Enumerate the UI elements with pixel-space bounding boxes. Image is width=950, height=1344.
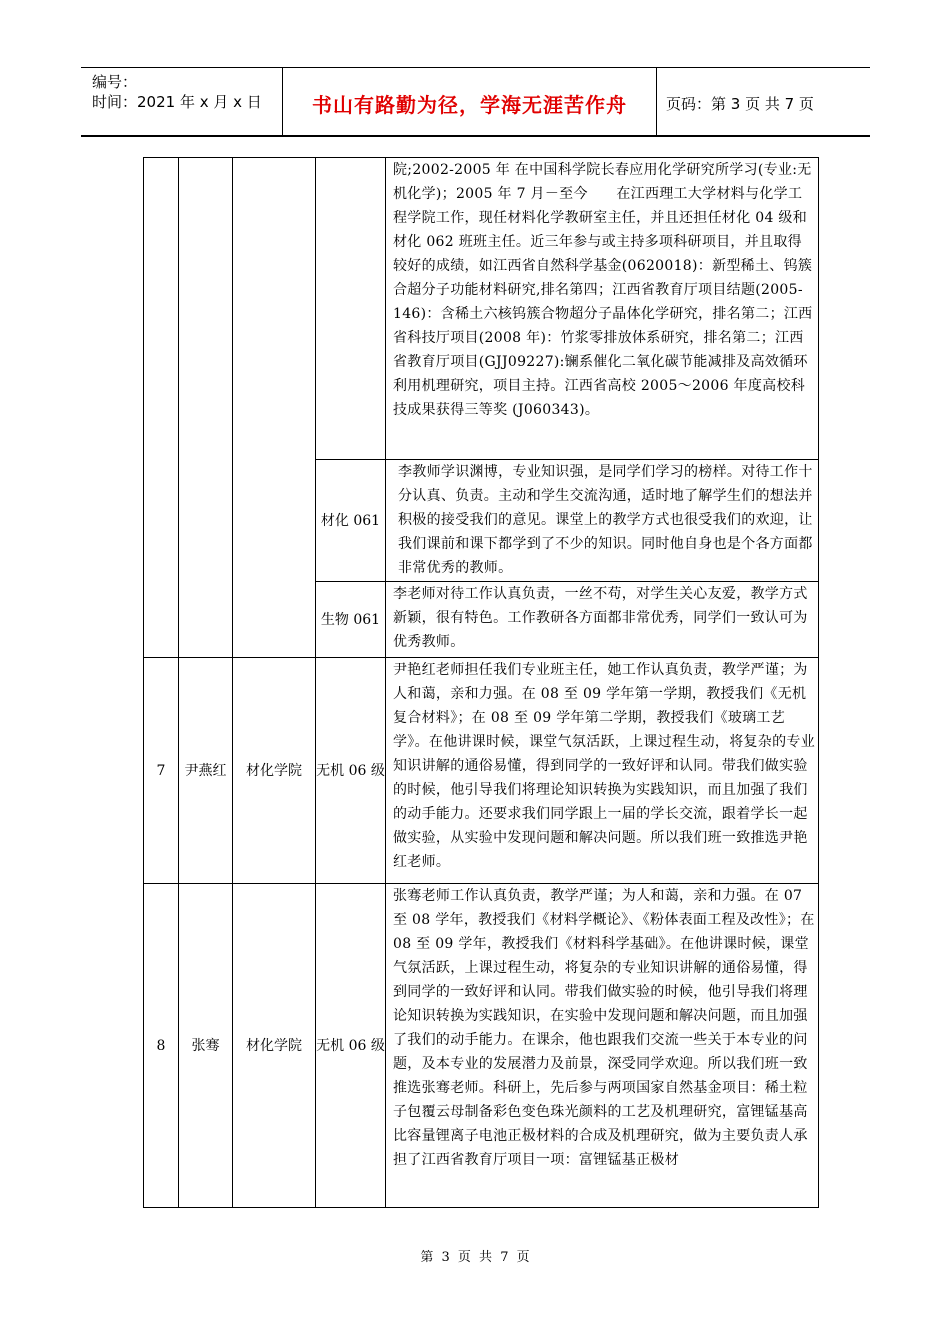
class-cell <box>316 158 386 460</box>
header-bottom-rule <box>81 135 870 137</box>
number-cell: 7 <box>144 658 179 884</box>
number-cell: 8 <box>144 884 179 1208</box>
college-cell <box>233 158 316 658</box>
header-meta <box>92 72 262 112</box>
page-footer: 第 3 页 共 7 页 <box>420 1250 530 1265</box>
name-cell <box>179 158 233 658</box>
evaluation-cell: 院;2002-2005 年 在中国科学院长春应用化学研究所学习(专业:无机化学)；2005 年 7 月－至今 在江西理工大学材料与化学工程学院工作，现任材料化学教研室主任，并且还担任材化 04 级和材化 062 班班主任。近三年参与或主持多项科研项目，并且取得较好的成绩，如江西省自然科学基金(0620018)：新型稀土、钨簇合超分子功能材料研究,排名第四；江西省教育厅项目结题(2005-146)：含稀土六核钨簇合物超分子晶体化学研究，排名第二；江西省科技厅项目(2008 年)：竹浆零排放体系研究，排名第二；江西省教育厅项目(GJJ09227):镧系催化二氧化碳节能减排及高效循环利用机理研究，项目主持。江西省高校 2005～2006 年度高校科技成果获得三等奖 (J060343)。 <box>386 158 819 460</box>
class-cell: 生物 061 <box>316 582 386 658</box>
college-cell: 材化学院 <box>233 658 316 884</box>
table-row <box>144 658 819 884</box>
class-cell: 无机 06 级 <box>316 884 386 1208</box>
header-divider <box>656 67 657 137</box>
evaluation-cell: 李老师对待工作认真负责，一丝不苟，对学生关心友爱，教学方式新颖，很有特色。工作教研各方面都非常优秀，同学们一致认可为优秀教师。 <box>386 582 819 658</box>
college-cell: 材化学院 <box>233 884 316 1208</box>
table-row <box>144 158 819 460</box>
evaluation-cell: 李教师学识渊博，专业知识强，是同学们学习的榜样。对待工作十分认真、负责。主动和学生交流沟通，适时地了解学生们的想法并积极的接受我们的意见。课堂上的教学方式也很受我们的欢迎，让我们课前和课下都学到了不少的知识。同时他自身也是个各方面都非常优秀的教师。 <box>386 460 819 582</box>
teacher-recommendation-table <box>143 157 819 1208</box>
document-date-label: 时间：2021 年 x 月 x 日 <box>92 93 262 111</box>
number-cell <box>144 158 179 658</box>
class-cell: 材化 061 <box>316 460 386 582</box>
name-cell: 尹燕红 <box>179 658 233 884</box>
class-cell: 无机 06 级 <box>316 658 386 884</box>
name-cell: 张骞 <box>179 884 233 1208</box>
table-row <box>144 884 819 1208</box>
header-top-rule <box>81 67 870 68</box>
header-page-label: 页码：第 3 页 共 7 页 <box>666 95 814 113</box>
evaluation-cell: 尹艳红老师担任我们专业班主任，她工作认真负责，教学严谨；为人和蔼，亲和力强。在 08 至 09 学年第一学期，教授我们《无机复合材料》；在 08 至 09 学年第二学期，教授我们《玻璃工艺学》。在他讲课时候，课堂气氛活跃，上课过程生动，将复杂的专业知识讲解的通俗易懂，得到同学的一致好评和认同。带我们做实验的时候，他引导我们将理论知识转换为实践知识，而且加强了我们的动手能力。还要求我们同学跟上一届的学长交流，跟着学长一起做实验，从实验中发现问题和解决问题。所以我们班一致推选尹艳红老师。 <box>386 658 819 884</box>
document-number-label: 编号： <box>92 73 138 91</box>
header-motto: 书山有路勤为径，学海无涯苦作舟 <box>312 93 627 117</box>
evaluation-cell: 张骞老师工作认真负责，教学严谨；为人和蔼，亲和力强。在 07 至 08 学年，教授我们《材料学概论》、《粉体表面工程及改性》；在 08 至 09 学年，教授我们《材料科学基础》。在他讲课时候，课堂气氛活跃，上课过程生动，将复杂的专业知识讲解的通俗易懂，得到同学的一致好评和认同。带我们做实验的时候，他引导我们将理论知识转换为实践知识，在实验中发现问题和解决问题，而且加强了我们的动手能力。在课余，他也跟我们交流一些关于本专业的问题，及本专业的发展潜力及前景，深受同学欢迎。所以我们班一致推选张骞老师。科研上，先后参与两项国家自然基金项目：稀土粒子包覆云母制备彩色变色珠光颜料的工艺及机理研究，富锂锰基高比容量锂离子电池正极材料的合成及机理研究，做为主要负责人承担了江西省教育厅项目一项：富锂锰基正极材 <box>386 884 819 1208</box>
